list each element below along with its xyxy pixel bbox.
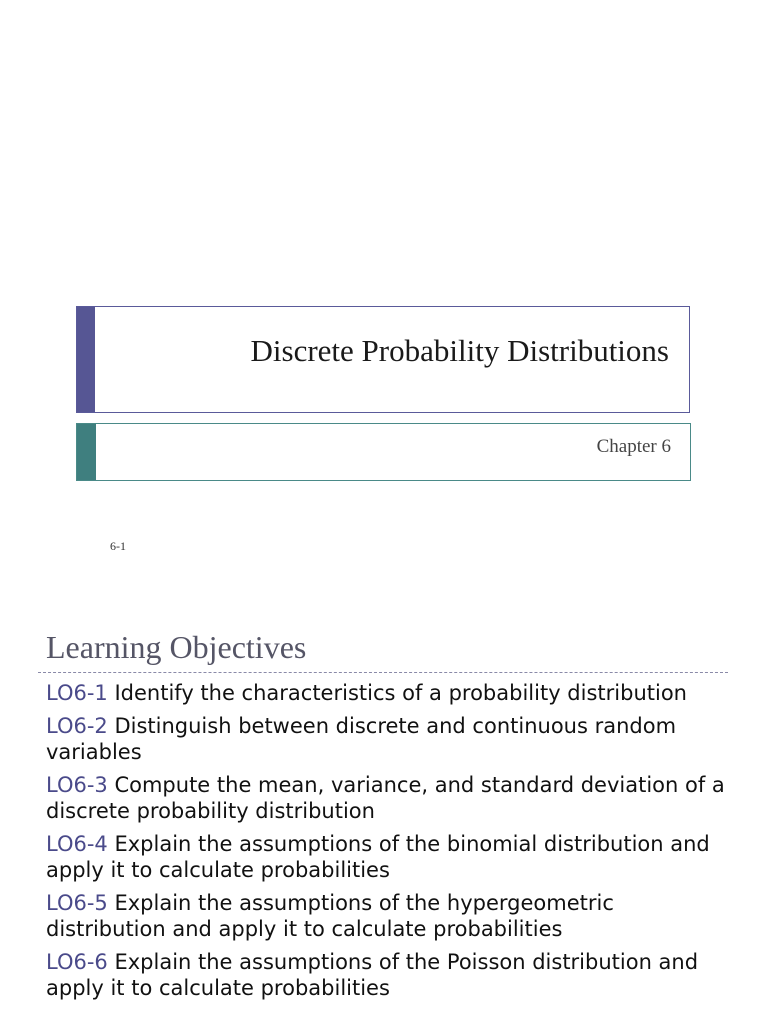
objective-code: LO6-1 [46,681,108,705]
objective-item [46,949,736,1001]
heading-divider [38,672,728,673]
page-number: 6-1 [110,539,126,553]
title-box [76,306,690,413]
objective-text: Explain the assumptions of the Poisson distribution and apply it to calculate probabilities [46,950,699,1000]
objective-item [46,680,736,706]
objective-text: Explain the assumptions of the hypergeometric distribution and apply it to calculate probabilities [46,891,614,941]
objective-code: LO6-3 [46,773,108,797]
objective-item [46,713,736,765]
objective-code: LO6-4 [46,832,108,856]
slide-subtitle: Chapter 6 [596,436,671,457]
learning-objectives-heading: Learning Objectives [46,629,307,665]
objective-item [46,772,736,824]
objective-item [46,831,736,883]
subtitle-accent-bar [77,424,96,480]
objective-code: LO6-2 [46,714,108,738]
objective-code: LO6-5 [46,891,108,915]
objective-code: LO6-6 [46,950,108,974]
slide-title: Discrete Probability Distributions [250,333,669,368]
objective-text: Distinguish between discrete and continuous random variables [46,714,677,764]
title-accent-bar [77,307,95,412]
objectives-list [46,680,736,1008]
objective-text: Identify the characteristics of a probability distribution [114,681,687,705]
objective-item [46,890,736,942]
objective-text: Compute the mean, variance, and standard deviation of a discrete probability distribution [46,773,725,823]
objective-text: Explain the assumptions of the binomial distribution and apply it to calculate probabilities [46,832,710,882]
subtitle-box [76,423,691,481]
